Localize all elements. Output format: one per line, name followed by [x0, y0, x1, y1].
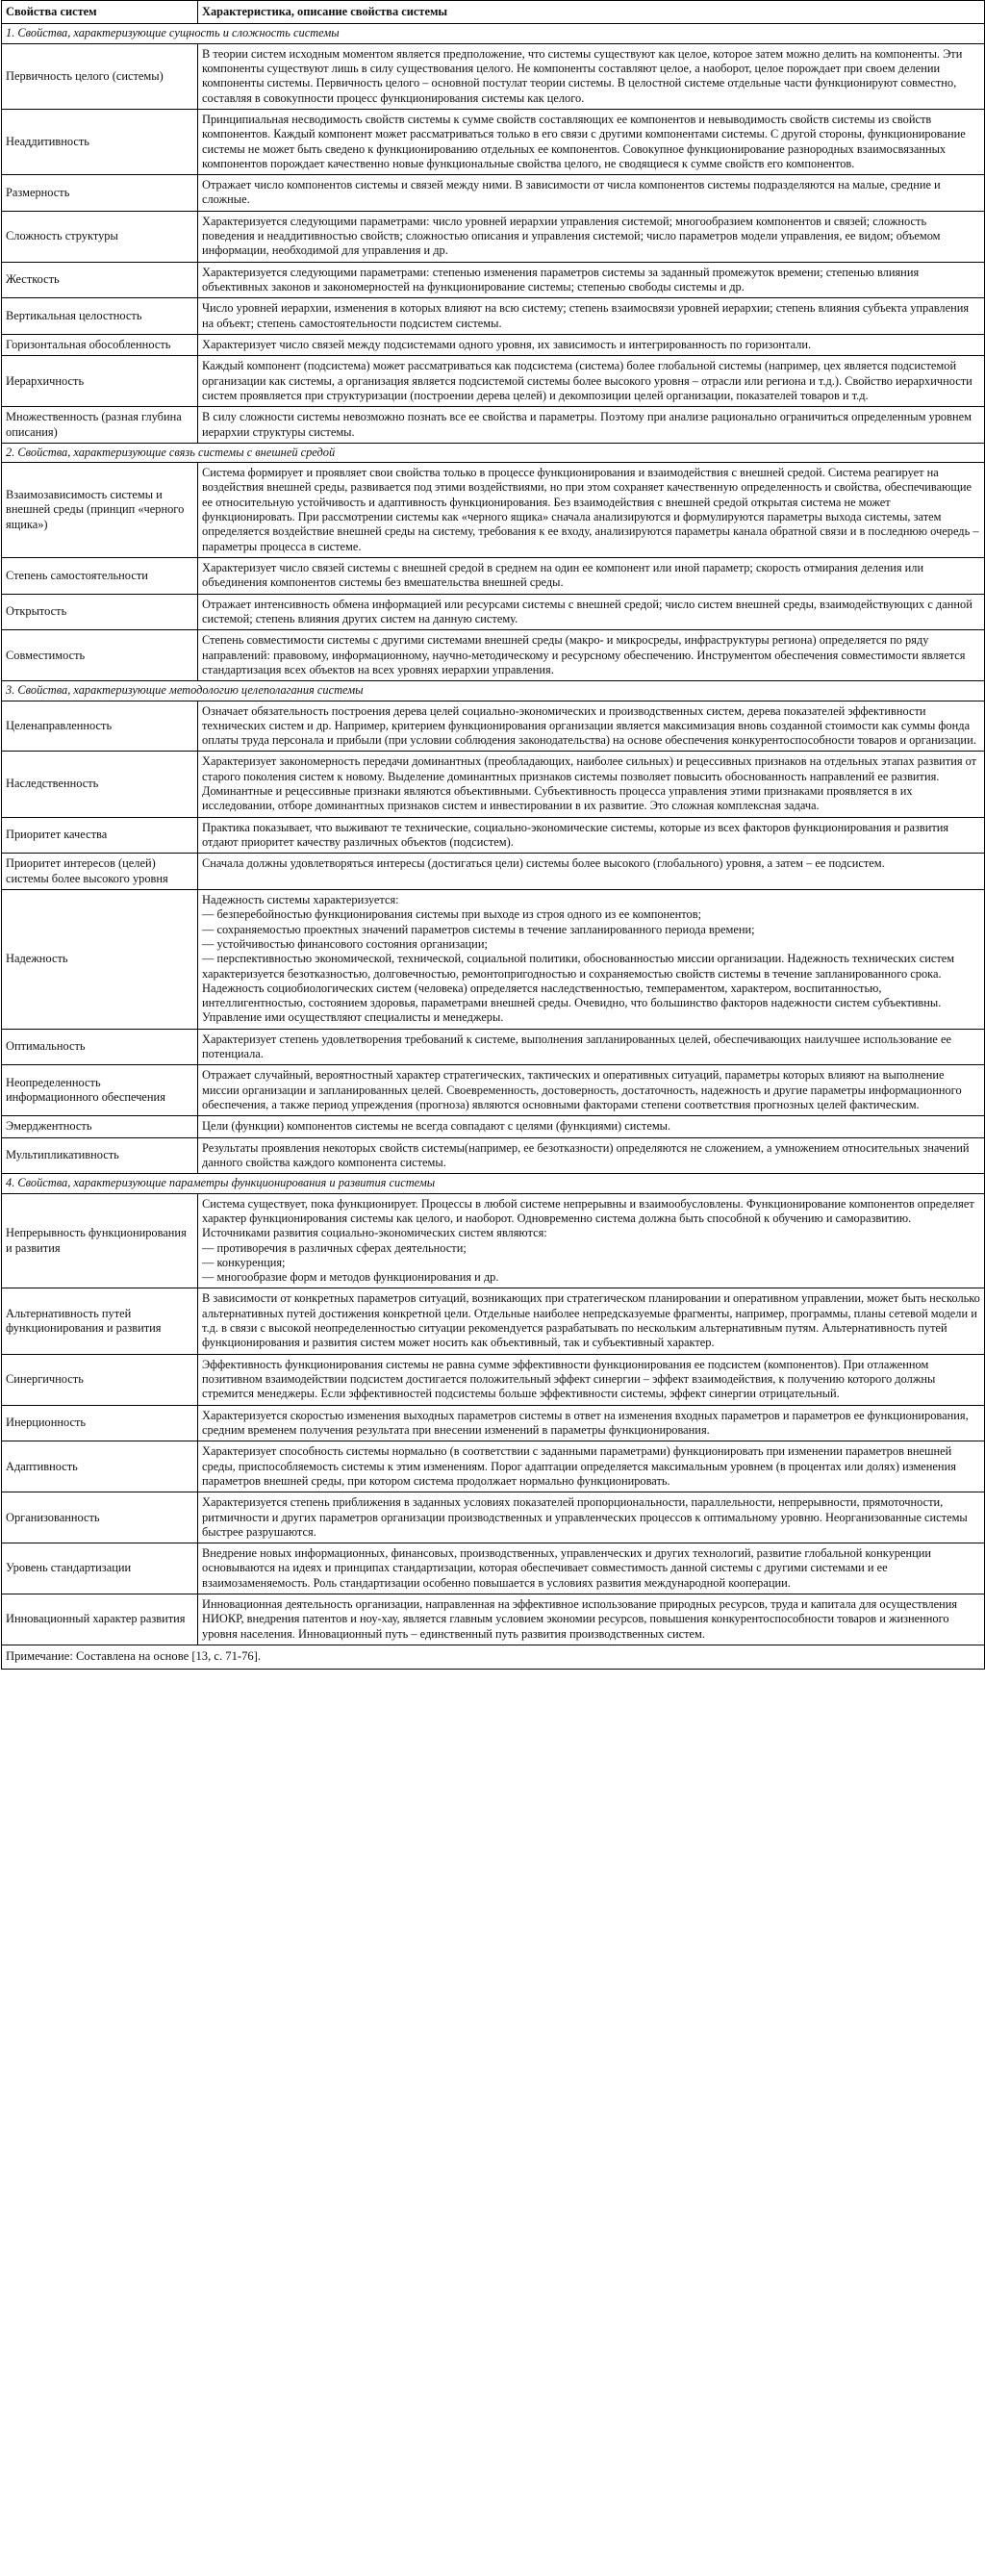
description-line: Эффективность функционирования системы не равна сумме эффективности функционирования ее подсистем (компонентов). При отлаженном позитивном взаимодействии подсистем достигается положительный эффект синергии – эффект взаимодействия, к получению которого должны стремится менеджеры. Если эффективностей подсистемы больше эффективности системы, эффект синергии отрицательный.: [202, 1357, 936, 1401]
description-line: Число уровней иерархии, изменения в которых влияют на всю систему; степень взаимосвязи уровней иерархии; степень влияния субъекта управления на объект; степень самостоятельности подсистем системы.: [202, 301, 970, 330]
property-description: [198, 407, 985, 444]
table-row: [2, 211, 985, 262]
table-row: [2, 752, 985, 817]
property-name: Взаимозависимость системы и внешней среды (принцип «черного ящика»): [2, 463, 198, 558]
description-line: — безперебойностью функционирования системы при выходе из строя одного из ее компонентов;: [202, 907, 702, 922]
property-description: [198, 558, 985, 595]
section-row: [2, 24, 985, 43]
property-description: [198, 211, 985, 262]
table-row: [2, 356, 985, 407]
description-line: В теории систем исходным моментом является предположение, что системы существуют как целое, которое затем можно делить на компоненты. Эти компоненты существуют лишь в силу существования целого. Не компоненты составляют целое, а наоборот, целое порождает при своем делении компоненты системы. Первичность целого – основной постулат теории системы. В целостной системе отдельные части функционируют совместно, составляя в совокупности процесс функционирования системы как целого.: [202, 46, 963, 105]
property-name: Приоритет интересов (целей) системы более высокого уровня: [2, 854, 198, 890]
description-line: В зависимости от конкретных параметров ситуаций, возникающих при стратегическом планировании и оперативном управлении, может быть несколько альтернативных путей достижения конкретной цели. Отдельные наиболее непредсказуемые фрагменты, например, программы, планы сетевой модели и т.д. в связи с высокой неопределенностью ситуации рекомендуется разрабатывать по нескольким альтернативным путям. Альтернативность путей функционирования и развития систем может носить как объективный, так и субъективный характер.: [202, 1291, 980, 1350]
table-header-row: [2, 1, 985, 24]
description-line: Сначала должны удовлетворяться интересы (достигаться цели) системы более высокого (глобального) уровня, а затем – ее подсистем.: [202, 856, 885, 871]
table-row: [2, 407, 985, 444]
property-description: [198, 43, 985, 109]
property-description: [198, 1193, 985, 1288]
property-description: [198, 463, 985, 558]
description-line: Система существует, пока функционирует. Процессы в любой системе непрерывны и взаимообусловлены. Функционирование компонентов определяет характер функционирования системы как целого, и наоборот. Одновременно система должна быть способной к обучению и саморазвитию. Источниками развития социально-экономических систем являются:: [202, 1196, 974, 1240]
property-name: Первичность целого (системы): [2, 43, 198, 109]
property-name: Альтернативность путей функционирования и развития: [2, 1288, 198, 1354]
property-name: Наследственность: [2, 752, 198, 817]
property-name: Инновационный характер развития: [2, 1594, 198, 1645]
description-line: — сохраняемостью проектных значений параметров системы в течение запланированного периода времени;: [202, 922, 755, 936]
property-description: [198, 262, 985, 298]
property-description: [198, 817, 985, 854]
section-title: 1. Свойства, характеризующие сущность и сложность системы: [2, 24, 985, 43]
table-row: [2, 262, 985, 298]
property-description: [198, 630, 985, 681]
description-line: Результаты проявления некоторых свойств системы(например, ее безотказности) определяются не сложением, а умножением относительных значений данного свойства каждого компонента системы.: [202, 1140, 970, 1169]
description-line: Степень совместимости системы с другими системами внешней среды (макро- и микросреды, инфраструктуры региона) определяется по ряду направлений: правовому, информационному, научно-методическому и ресурсному обеспечению. Инструментом обеспечения совместимости является стандартизация всех объектов на всех уровнях иерархии управления.: [202, 633, 966, 676]
table-row: [2, 1354, 985, 1405]
table-row: [2, 889, 985, 1029]
property-name: Инерционность: [2, 1405, 198, 1441]
description-line: — устойчивостью финансового состояния организации;: [202, 936, 488, 951]
table-row: [2, 1492, 985, 1543]
header-description: Характеристика, описание свойства системы: [198, 1, 985, 24]
section-title: 4. Свойства, характеризующие параметры функционирования и развития системы: [2, 1174, 985, 1193]
property-description: [198, 109, 985, 174]
property-name: Множественность (разная глубина описания): [2, 407, 198, 444]
property-description: [198, 1354, 985, 1405]
property-description: [198, 1441, 985, 1492]
property-name: Оптимальность: [2, 1029, 198, 1065]
table-row: [2, 1029, 985, 1065]
description-line: Характеризуется следующими параметрами: число уровней иерархии управления системой; многообразием компонентов и связей; сложность поведения и неаддитивностью свойств; сложностью описания и управления системой; число параметров модели управления, ее видом; объемом информации, необходимой для управления и др.: [202, 214, 941, 258]
table-row: [2, 701, 985, 752]
table-row: [2, 109, 985, 174]
description-line: Отражает интенсивность обмена информацией или ресурсами системы с внешней средой; число систем внешней среды, взаимодействующих с данной системой; степень влияния других систем на данную систему.: [202, 597, 972, 625]
property-description: [198, 1137, 985, 1174]
table-row: [2, 854, 985, 890]
property-name: Совместимость: [2, 630, 198, 681]
property-description: [198, 1065, 985, 1116]
description-line: — многообразие форм и методов функционирования и др.: [202, 1270, 499, 1285]
description-line: Характеризуется следующими параметрами: степенью изменения параметров системы за заданный промежуток времени; степенью влияния объективных законов и закономерностей на функционирование системы; степенью свободы системы и др.: [202, 265, 920, 293]
property-name: Вертикальная целостность: [2, 298, 198, 335]
table-row: [2, 463, 985, 558]
note-row: [2, 1645, 985, 1670]
property-name: Горизонтальная обособленность: [2, 334, 198, 355]
description-line: Характеризуется скоростью изменения выходных параметров системы в ответ на изменения входных параметров и параметров ее функционирования, средним временем получения результата при внесении изменений в параметры функционирования.: [202, 1408, 969, 1437]
property-description: [198, 334, 985, 355]
description-line: В силу сложности системы невозможно познать все ее свойства и параметры. Поэтому при анализе рационально ограничиться определенным уровнем иерархии структуры системы.: [202, 410, 972, 439]
property-name: Адаптивность: [2, 1441, 198, 1492]
property-name: Надежность: [2, 889, 198, 1029]
table-row: [2, 175, 985, 212]
table-row: [2, 1116, 985, 1137]
property-description: [198, 752, 985, 817]
description-line: — перспективностью экономической, технической, социальной политики, обоснованностью миссии организации. Надежность технических систем характеризуется безотказностью, долговечностью, ремонтопригодностью и сохраняемостью свойств системы в течение запланированного срока. Надежность социобиологических систем (человека) определяется наследственностью, темпераментом, характером, воспитанностью, интеллигентностью, состоянием здоровья, параметрами внешней среды. Очевидно, что большинство факторов надежности систем субъективны. Управление ими осуществляют специалисты и менеджеры.: [202, 952, 955, 1025]
table-row: [2, 817, 985, 854]
description-line: Характеризует число связей системы с внешней средой в среднем на один ее компонент или иной параметр; скорость отмирания деления или объединения компонентов системы без вмешательства внешней среды.: [202, 561, 924, 590]
description-line: Отражает случайный, вероятностный характер стратегических, тактических и оперативных ситуаций, параметры которых влияют на выполнение миссии организации и запланированных целей. Своевременность, достоверность, достаточность, надежность и другие параметры информационного обеспечения, а также период упреждения (прогноза) являются основными факторами степени соответствия прогнозных целей фактическим.: [202, 1068, 962, 1111]
table-row: [2, 1288, 985, 1354]
description-line: Цели (функции) компонентов системы не всегда совпадают с целями (функциями) системы.: [202, 1119, 671, 1134]
description-line: — конкуренция;: [202, 1255, 286, 1269]
property-description: [198, 1288, 985, 1354]
description-line: Характеризует способность системы нормально (в соответствии с заданными параметрами) функционировать при изменении параметров внешней среды, приспособляемость системы к этим изменениям. Порог адаптации определяется максимальным уровнем (в процентах или долях) изменения параметров внешней среды, при котором система продолжает нормально функционировать.: [202, 1444, 956, 1488]
description-line: Практика показывает, что выживают те технические, социально-экономические системы, которые из всех факторов функционирования и развития отдают приоритет качеству различных объектов (подсистем).: [202, 820, 949, 849]
property-name: Непрерывность функционирования и развития: [2, 1193, 198, 1288]
property-name: Неаддитивность: [2, 109, 198, 174]
property-name: Синергичность: [2, 1354, 198, 1405]
table-row: [2, 298, 985, 335]
table-row: [2, 1594, 985, 1645]
property-description: [198, 701, 985, 752]
section-row: [2, 681, 985, 701]
property-name: Жесткость: [2, 262, 198, 298]
description-line: Каждый компонент (подсистема) может рассматриваться как подсистема (система) более глобальной системы (например, цех является подсистемой организации как системы, а организация является подсистемой системы более высокого уровня – отрасли или региона и т.д.). Свойство иерархичности систем проявляется при структуризации (построении дерева целей) и декомпозиции целей организации, показателей товаров и т.д.: [202, 359, 972, 402]
section-title: 3. Свойства, характеризующие методологию целеполагания системы: [2, 681, 985, 701]
header-properties: Свойства систем: [2, 1, 198, 24]
section-row: [2, 1174, 985, 1193]
description-line: Характеризует степень удовлетворения требований к системе, выполнения запланированных целей, обеспечивающих наилучшее использование ее потенциала.: [202, 1032, 951, 1061]
property-description: [198, 1543, 985, 1594]
properties-table: [1, 0, 985, 1670]
description-line: Принципиальная несводимость свойств системы к сумме свойств составляющих ее компонентов и невыводимость свойств системы из свойств компонентов. Каждый компонент может рассматриваться только в его связи с другими компонентами системы. С другой стороны, функционирование системы не может быть сведено к функционированию отдельных ее компонентов. Совокупное функционирование разнородных взаимосвязанных компонентов порождает качественно новые функциональные свойства целого, не сводящиеся к сумме свойств его компонентов.: [202, 112, 966, 170]
property-description: [198, 1029, 985, 1065]
property-name: Целенаправленность: [2, 701, 198, 752]
property-description: [198, 1492, 985, 1543]
property-description: [198, 594, 985, 630]
property-description: [198, 1116, 985, 1137]
description-line: — противоречия в различных сферах деятельности;: [202, 1240, 467, 1255]
property-name: Степень самостоятельности: [2, 558, 198, 595]
property-name: Открытость: [2, 594, 198, 630]
property-description: [198, 1594, 985, 1645]
section-title: 2. Свойства, характеризующие связь системы с внешней средой: [2, 443, 985, 462]
property-name: Мультипликативность: [2, 1137, 198, 1174]
table-row: [2, 1065, 985, 1116]
property-name: Неопределенность информационного обеспечения: [2, 1065, 198, 1116]
table-note: Примечание: Составлена на основе [13, с. 71-76].: [2, 1645, 985, 1670]
description-line: Отражает число компонентов системы и связей между ними. В зависимости от числа компонентов системы подразделяются на малые, средние и сложные.: [202, 178, 941, 207]
table-row: [2, 43, 985, 109]
property-description: [198, 298, 985, 335]
property-name: Уровень стандартизации: [2, 1543, 198, 1594]
table-row: [2, 1193, 985, 1288]
section-row: [2, 443, 985, 462]
table-row: [2, 558, 985, 595]
description-line: Внедрение новых информационных, финансовых, производственных, управленческих и других технологий, развитие глобальной конкуренции основываются на идеях и принципах стандартизации, которая обеспечивает совместимость данной системы с другими системами и ее взаимозаменяемость. Роль стандартизации особенно повышается в условиях развития международной кооперации.: [202, 1546, 931, 1590]
table-row: [2, 630, 985, 681]
property-description: [198, 1405, 985, 1441]
property-name: Размерность: [2, 175, 198, 212]
table-row: [2, 1137, 985, 1174]
table-row: [2, 334, 985, 355]
table-row: [2, 1405, 985, 1441]
description-line: Означает обязательность построения дерева целей социально-экономических и производственных систем, дерева показателей эффективности технических систем и др. Например, критерием функционирования организации является максимизация вновь созданной стоимости как суммы фонда оплаты труда персонала и прибыли (при условии соблюдения законодательства) на основе обеспечения конкурентоспособности товаров и организации.: [202, 703, 976, 748]
property-name: Организованность: [2, 1492, 198, 1543]
description-line: Система формирует и проявляет свои свойства только в процессе функционирования и взаимодействия с внешней средой. Система реагирует на воздействия внешней среды, развивается под этими воздействиями, но при этом сохраняет качественную определенность и свойства, обеспечивающие ее относительную устойчивость и адаптивность функционирования. Без взаимодействия с внешней средой открытая система не может функционировать. При рассмотрении системы как «черного ящика» сначала анализируются и формулируются параметры выхода системы, затем определяется воздействие внешней среды на систему, требования к ее входу, анализируются параметры канала обратной связи и в последнюю очередь – параметры процесса в системе.: [202, 466, 979, 553]
description-line: Инновационная деятельность организации, направленная на эффективное использование природных ресурсов, труда и капитала для осуществления НИОКР, внедрения патентов и ноу-хау, является главным условием экономии ресурсов, повышения конкурентоспособности товаров и жизненного уровня населения. Инновационный путь – единственный путь развития производственных систем.: [202, 1597, 958, 1641]
table-row: [2, 594, 985, 630]
description-line: Характеризуется степень приближения в заданных условиях показателей пропорциональности, параллельности, непрерывности, прямоточности, ритмичности и других параметров организации производственных и управленческих процессов к оптимальному уровню. Неорганизованные системы быстрее разрушаются.: [202, 1495, 968, 1539]
property-description: [198, 889, 985, 1029]
description-line: Характеризует закономерность передачи доминантных (преобладающих, наиболее сильных) и рецессивных признаков на отдельных этапах развития от старого поколения систем к новому. Выделение доминантных признаков системы позволяет повысить обоснованность направлений ее развития. Доминантные и рецессивные признаки являются объективными. Субъективность процесса управления этими признаками проявляется в их исследовании, отборе доминантных признаков систем и инвестировании в их развитие. Это сложная комплексная задача.: [202, 754, 977, 813]
table-row: [2, 1543, 985, 1594]
property-description: [198, 175, 985, 212]
property-description: [198, 854, 985, 890]
property-name: Сложность структуры: [2, 211, 198, 262]
table-body: [2, 24, 985, 1645]
property-name: Эмерджентность: [2, 1116, 198, 1137]
property-name: Иерархичность: [2, 356, 198, 407]
description-line: Надежность системы характеризуется:: [202, 892, 399, 906]
property-name: Приоритет качества: [2, 817, 198, 854]
description-line: Характеризует число связей между подсистемами одного уровня, их зависимость и интегрированность по горизонтали.: [202, 337, 812, 351]
table-row: [2, 1441, 985, 1492]
property-description: [198, 356, 985, 407]
